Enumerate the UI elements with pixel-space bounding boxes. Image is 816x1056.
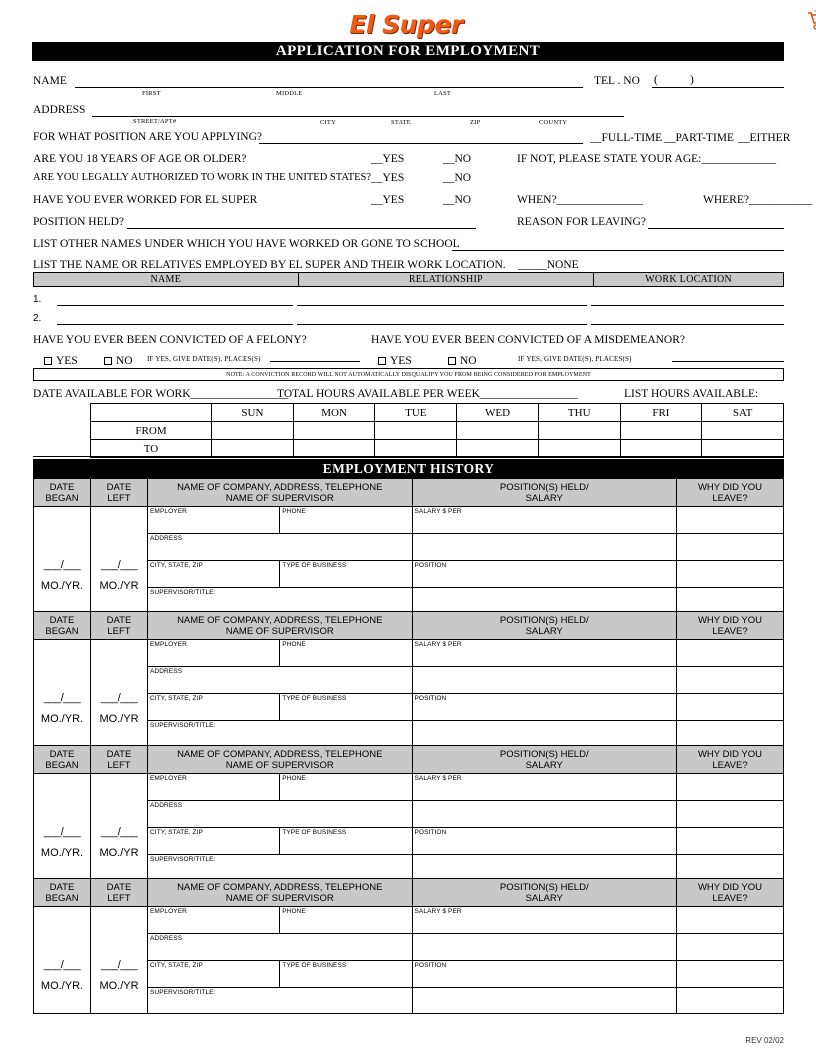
checkbox-icon[interactable] <box>44 357 52 365</box>
city-state-zip-cell[interactable] <box>148 694 280 721</box>
hours-from-thu[interactable] <box>538 422 620 440</box>
col-company-info: NAME OF COMPANY, ADDRESS, TELEPHONE NAME OF SUPERVISOR <box>148 879 413 907</box>
date-began-moyr: MO./YR. <box>40 580 84 592</box>
felony-no-checkbox[interactable] <box>104 351 133 369</box>
hours-from-fri[interactable] <box>620 422 702 440</box>
why-leave-cell-3[interactable] <box>677 561 784 588</box>
relatives-row-2-relationship-line[interactable] <box>297 324 587 325</box>
relatives-col-work-location: WORK LOCATION <box>594 273 784 287</box>
address-label: ADDRESS <box>150 802 183 809</box>
why-leave-cell-1[interactable] <box>677 507 784 534</box>
date-began-moyr: MO./YR. <box>40 847 84 859</box>
hours-from-row <box>91 422 784 440</box>
name-middle-sublabel: MIDDLE <box>276 90 303 97</box>
position-cell[interactable] <box>412 694 677 721</box>
where-label[interactable]: WHERE?___________ <box>703 194 813 206</box>
name-label: NAME <box>33 75 67 87</box>
col-date-began: DATE BEGAN <box>34 612 91 640</box>
date-began-cell[interactable] <box>34 507 91 614</box>
misdemeanor-question: HAVE YOU EVER BEEN CONVICTED OF A MISDEMEANOR? <box>371 334 686 346</box>
hours-corner-cell <box>91 404 212 422</box>
date-began-cell[interactable] <box>34 907 91 1014</box>
why-leave-cell-4[interactable] <box>677 588 784 614</box>
employer-label: EMPLOYER <box>150 641 187 648</box>
city-state-zip-cell[interactable] <box>148 828 280 855</box>
city-state-zip-label: CITY, STATE, ZIP <box>150 695 203 702</box>
address-city-sublabel: CITY <box>320 119 336 126</box>
col-position-salary: POSITION(S) HELD/ SALARY <box>412 746 677 774</box>
supervisor-title-cell[interactable] <box>148 588 413 614</box>
hours-day-thu: THU <box>538 404 620 422</box>
position-blank-cell[interactable] <box>412 588 677 614</box>
hours-availability-table <box>90 403 784 458</box>
address-cell[interactable] <box>148 534 413 561</box>
employment-history-title: EMPLOYMENT HISTORY <box>33 459 784 478</box>
name-first-sublabel: FIRST <box>142 90 161 97</box>
name-input-line[interactable] <box>75 87 583 88</box>
date-began-moyr: MO./YR. <box>40 980 84 992</box>
availability-bottom-rule <box>33 456 784 457</box>
why-leave-cell-3[interactable] <box>677 694 784 721</box>
salary-blank-cell[interactable] <box>412 534 677 561</box>
address-label: ADDRESS <box>150 935 183 942</box>
employment-row-1 <box>34 640 784 667</box>
col-why-leave: WHY DID YOU LEAVE? <box>677 879 784 907</box>
date-left-cell[interactable] <box>91 640 148 747</box>
relatives-table <box>33 272 784 287</box>
why-leave-cell-1[interactable] <box>677 640 784 667</box>
col-company-info: NAME OF COMPANY, ADDRESS, TELEPHONE NAME OF SUPERVISOR <box>148 612 413 640</box>
col-date-left: DATE LEFT <box>91 879 148 907</box>
date-left-cell[interactable] <box>91 507 148 614</box>
relatives-row-2-location-line[interactable] <box>591 324 784 325</box>
employment-block-2 <box>33 611 784 747</box>
relatives-row-2-name-line[interactable] <box>57 324 293 325</box>
col-company-info: NAME OF COMPANY, ADDRESS, TELEPHONE NAME OF SUPERVISOR <box>148 746 413 774</box>
felony-if-yes-label: IF YES, GIVE DATE(S), PLACES(S) <box>147 355 261 363</box>
hours-to-mon[interactable] <box>293 440 375 458</box>
type-of-business-label: TYPE OF BUSINESS <box>282 562 347 569</box>
employment-header-row <box>34 746 784 774</box>
city-state-zip-label: CITY, STATE, ZIP <box>150 562 203 569</box>
address-street-sublabel: STREET/APT# <box>133 118 177 125</box>
address-state-sublabel: STATE <box>391 119 411 126</box>
misdemeanor-details-line[interactable] <box>672 361 784 362</box>
position-label: POSITION <box>414 562 447 569</box>
why-leave-cell-4[interactable] <box>677 855 784 881</box>
employment-header-row <box>34 879 784 907</box>
legal-authorization-question: ARE YOU LEGALLY AUTHORIZED TO WORK IN THE UNITED STATES? <box>33 172 372 183</box>
position-label: POSITION <box>414 962 447 969</box>
type-of-business-cell[interactable] <box>280 961 412 988</box>
employer-cell[interactable] <box>148 640 280 667</box>
misdemeanor-if-yes-label: IF YES, GIVE DATE(S), PLACES(S) <box>518 355 632 363</box>
city-state-zip-cell[interactable] <box>148 561 280 588</box>
type-of-business-label: TYPE OF BUSINESS <box>282 829 347 836</box>
date-began-cell[interactable] <box>34 640 91 747</box>
why-leave-cell-2[interactable] <box>677 667 784 694</box>
tel-paren-close: ) <box>690 74 694 86</box>
relatives-label: LIST THE NAME OR RELATIVES EMPLOYED BY EL SUPER AND THEIR WORK LOCATION. <box>33 259 506 271</box>
hours-to-sat[interactable] <box>702 440 784 458</box>
date-left-slash: ___/___ <box>100 692 138 704</box>
date-began-slash: ___/___ <box>43 692 81 704</box>
checkbox-icon[interactable] <box>378 357 386 365</box>
salary-blank-cell[interactable] <box>412 934 677 961</box>
date-left-cell[interactable] <box>91 907 148 1014</box>
date-left-slash: ___/___ <box>100 559 138 571</box>
salary-label: SALARY $ PER <box>414 775 462 782</box>
why-leave-cell-3[interactable] <box>677 828 784 855</box>
employer-label: EMPLOYER <box>150 908 187 915</box>
phone-cell[interactable] <box>280 774 412 801</box>
hours-from-wed[interactable] <box>457 422 539 440</box>
hours-day-sun: SUN <box>212 404 294 422</box>
employer-cell[interactable] <box>148 774 280 801</box>
conviction-note-box <box>33 368 784 381</box>
city-state-zip-cell[interactable] <box>148 961 280 988</box>
age-18-no[interactable]: __NO <box>443 153 472 165</box>
date-began-slash: ___/___ <box>43 959 81 971</box>
felony-question: HAVE YOU EVER BEEN CONVICTED OF A FELONY? <box>33 334 307 346</box>
hours-to-sun[interactable] <box>212 440 294 458</box>
phone-label: PHONE <box>282 641 306 648</box>
reason-for-leaving-line[interactable] <box>648 228 784 229</box>
tel-area-code-line[interactable] <box>652 87 700 88</box>
phone-label: PHONE <box>282 508 306 515</box>
misdemeanor-no-label: NO <box>460 355 477 367</box>
checkbox-icon[interactable] <box>104 357 112 365</box>
supervisor-title-label: SUPERVISOR/TITLE: <box>150 989 216 996</box>
relatives-col-relationship: RELATIONSHIP <box>298 273 594 287</box>
tel-number-line[interactable] <box>700 87 784 88</box>
col-date-began: DATE BEGAN <box>34 746 91 774</box>
col-date-left: DATE LEFT <box>91 746 148 774</box>
date-left-moyr: MO./YR <box>99 713 139 725</box>
employment-row-1 <box>34 507 784 534</box>
col-date-left: DATE LEFT <box>91 612 148 640</box>
checkbox-icon[interactable] <box>448 357 456 365</box>
why-leave-cell-4[interactable] <box>677 721 784 747</box>
position-label: POSITION <box>414 829 447 836</box>
hours-day-fri: FRI <box>620 404 702 422</box>
salary-cell[interactable] <box>412 507 677 534</box>
either-option[interactable]: __EITHER <box>738 132 791 144</box>
why-leave-cell-1[interactable] <box>677 907 784 934</box>
type-of-business-cell[interactable] <box>280 694 412 721</box>
hours-to-fri[interactable] <box>620 440 702 458</box>
date-began-slash: ___/___ <box>43 559 81 571</box>
when-label[interactable]: WHEN?_______________ <box>517 194 643 206</box>
other-names-label: LIST OTHER NAMES UNDER WHICH YOU HAVE WORKED OR GONE TO SCHOOL <box>33 238 460 250</box>
date-left-moyr: MO./YR <box>99 847 139 859</box>
type-of-business-cell[interactable] <box>280 828 412 855</box>
type-of-business-cell[interactable] <box>280 561 412 588</box>
revision-label: REV 02/02 <box>745 1036 784 1045</box>
page-title: APPLICATION FOR EMPLOYMENT <box>32 42 784 61</box>
relatives-table-header-row <box>34 273 784 287</box>
address-county-sublabel: COUNTY <box>539 119 568 126</box>
employment-row-1 <box>34 774 784 801</box>
conviction-note-text: NOTE: A CONVICTION RECORD WILL NOT AUTOMATICALLY DISQUALIFY YOU FROM BEING CONSIDERED FOR EMPLOYMENT <box>226 371 591 378</box>
shopping-cart-icon <box>806 10 816 30</box>
why-leave-cell-1[interactable] <box>677 774 784 801</box>
why-leave-cell-2[interactable] <box>677 534 784 561</box>
col-why-leave: WHY DID YOU LEAVE? <box>677 612 784 640</box>
brand-logo <box>0 4 816 44</box>
hours-day-wed: WED <box>457 404 539 422</box>
felony-no-label: NO <box>116 355 133 367</box>
employer-label: EMPLOYER <box>150 775 187 782</box>
address-zip-sublabel: ZIP <box>470 119 481 126</box>
col-position-salary: POSITION(S) HELD/ SALARY <box>412 879 677 907</box>
hours-day-sat: SAT <box>702 404 784 422</box>
relatives-row-1-location-line[interactable] <box>591 305 784 306</box>
logo-text: El Super <box>349 9 463 39</box>
position-blank-cell[interactable] <box>412 721 677 747</box>
hours-from-sat[interactable] <box>702 422 784 440</box>
col-date-began: DATE BEGAN <box>34 479 91 507</box>
type-of-business-label: TYPE OF BUSINESS <box>282 695 347 702</box>
salary-cell[interactable] <box>412 774 677 801</box>
hours-to-row <box>91 440 784 458</box>
relatives-col-name: NAME <box>34 273 299 287</box>
hours-from-tue[interactable] <box>375 422 457 440</box>
col-position-salary: POSITION(S) HELD/ SALARY <box>412 479 677 507</box>
employer-cell[interactable] <box>148 907 280 934</box>
misdemeanor-yes-checkbox[interactable] <box>378 351 412 369</box>
position-label: POSITION <box>414 695 447 702</box>
why-leave-cell-2[interactable] <box>677 801 784 828</box>
address-label: ADDRESS <box>33 104 86 116</box>
legal-no[interactable]: __NO <box>443 172 472 184</box>
position-held-line[interactable] <box>127 228 476 229</box>
tel-label: TEL . NO <box>594 75 640 87</box>
misdemeanor-no-checkbox[interactable] <box>448 351 477 369</box>
salary-blank-cell[interactable] <box>412 667 677 694</box>
hours-table-header-row <box>91 404 784 422</box>
city-state-zip-label: CITY, STATE, ZIP <box>150 962 203 969</box>
phone-label: PHONE <box>282 908 306 915</box>
hours-from-sun[interactable] <box>212 422 294 440</box>
hours-from-label: FROM <box>91 422 212 440</box>
employment-block-1 <box>33 478 784 614</box>
relatives-row-1-name-line[interactable] <box>57 305 293 306</box>
address-cell[interactable] <box>148 934 413 961</box>
hours-to-wed[interactable] <box>457 440 539 458</box>
full-time-option[interactable]: __FULL-TIME <box>590 132 663 144</box>
position-blank-cell[interactable] <box>412 988 677 1014</box>
reason-for-leaving-label: REASON FOR LEAVING? <box>517 216 646 228</box>
position-blank-cell[interactable] <box>412 855 677 881</box>
date-began-cell[interactable] <box>34 774 91 881</box>
salary-cell[interactable] <box>412 907 677 934</box>
name-last-sublabel: LAST <box>434 90 452 97</box>
date-available-label[interactable]: DATE AVAILABLE FOR WORK_________________ <box>33 388 289 400</box>
address-label: ADDRESS <box>150 668 183 675</box>
position-cell[interactable] <box>412 561 677 588</box>
col-date-left: DATE LEFT <box>91 479 148 507</box>
employer-cell[interactable] <box>148 507 280 534</box>
part-time-option[interactable]: __PART-TIME <box>664 132 735 144</box>
date-left-slash: ___/___ <box>100 826 138 838</box>
supervisor-title-cell[interactable] <box>148 855 413 881</box>
col-why-leave: WHY DID YOU LEAVE? <box>677 479 784 507</box>
supervisor-title-label: SUPERVISOR/TITLE: <box>150 589 216 596</box>
col-company-info: NAME OF COMPANY, ADDRESS, TELEPHONE NAME OF SUPERVISOR <box>148 479 413 507</box>
salary-label: SALARY $ PER <box>414 908 462 915</box>
employment-block-3 <box>33 745 784 881</box>
relatives-row-1-number: 1. <box>33 294 42 305</box>
date-began-moyr: MO./YR. <box>40 713 84 725</box>
date-left-moyr: MO./YR <box>99 980 139 992</box>
felony-details-line[interactable] <box>270 361 360 362</box>
employment-block-4 <box>33 878 784 1014</box>
why-leave-cell-2[interactable] <box>677 934 784 961</box>
supervisor-title-label: SUPERVISOR/TITLE: <box>150 856 216 863</box>
list-hours-label: LIST HOURS AVAILABLE: <box>624 388 759 400</box>
address-label: ADDRESS <box>150 535 183 542</box>
hours-to-label: TO <box>91 440 212 458</box>
hours-to-tue[interactable] <box>375 440 457 458</box>
phone-cell[interactable] <box>280 907 412 934</box>
felony-yes-checkbox[interactable] <box>44 351 78 369</box>
hours-day-tue: TUE <box>375 404 457 422</box>
why-leave-cell-4[interactable] <box>677 988 784 1014</box>
position-applying-line[interactable] <box>259 143 583 144</box>
date-left-moyr: MO./YR <box>99 580 139 592</box>
employment-row-1 <box>34 907 784 934</box>
type-of-business-label: TYPE OF BUSINESS <box>282 962 347 969</box>
supervisor-title-cell[interactable] <box>148 988 413 1014</box>
employer-label: EMPLOYER <box>150 508 187 515</box>
phone-cell[interactable] <box>280 640 412 667</box>
age-18-question: ARE YOU 18 YEARS OF AGE OR OLDER? <box>33 153 247 165</box>
col-why-leave: WHY DID YOU LEAVE? <box>677 746 784 774</box>
address-cell[interactable] <box>148 801 413 828</box>
salary-label: SALARY $ PER <box>414 641 462 648</box>
city-state-zip-label: CITY, STATE, ZIP <box>150 829 203 836</box>
hours-to-thu[interactable] <box>538 440 620 458</box>
why-leave-cell-3[interactable] <box>677 961 784 988</box>
date-left-cell[interactable] <box>91 774 148 881</box>
worked-before-question: HAVE YOU EVER WORKED FOR EL SUPER <box>33 194 258 206</box>
relatives-row-2-number: 2. <box>33 313 42 324</box>
misdemeanor-yes-label: YES <box>390 355 412 367</box>
hours-day-mon: MON <box>293 404 375 422</box>
salary-cell[interactable] <box>412 640 677 667</box>
supervisor-title-cell[interactable] <box>148 721 413 747</box>
position-applying-label: FOR WHAT POSITION ARE YOU APPLYING? <box>33 131 262 143</box>
salary-blank-cell[interactable] <box>412 801 677 828</box>
position-cell[interactable] <box>412 961 677 988</box>
salary-label: SALARY $ PER <box>414 508 462 515</box>
date-began-slash: ___/___ <box>43 826 81 838</box>
position-held-label: POSITION HELD? <box>33 216 125 228</box>
position-cell[interactable] <box>412 828 677 855</box>
other-names-line[interactable] <box>452 250 784 251</box>
relatives-row-1-relationship-line[interactable] <box>297 305 587 306</box>
age-18-yes[interactable]: __YES <box>371 153 405 165</box>
address-cell[interactable] <box>148 667 413 694</box>
felony-yes-label: YES <box>56 355 78 367</box>
worked-before-yes[interactable]: __YES <box>371 194 405 206</box>
legal-yes[interactable]: __YES <box>371 172 405 184</box>
supervisor-title-label: SUPERVISOR/TITLE: <box>150 722 216 729</box>
employment-header-row <box>34 612 784 640</box>
relatives-none-option[interactable]: _____NONE <box>518 259 579 271</box>
phone-cell[interactable] <box>280 507 412 534</box>
date-left-slash: ___/___ <box>100 959 138 971</box>
worked-before-no[interactable]: __NO <box>443 194 472 206</box>
col-position-salary: POSITION(S) HELD/ SALARY <box>412 612 677 640</box>
phone-label: PHONE <box>282 775 306 782</box>
total-hours-label[interactable]: TOTAL HOURS AVAILABLE PER WEEK_________________ <box>277 388 578 400</box>
employment-header-row <box>34 479 784 507</box>
tel-paren-open: ( <box>654 74 658 86</box>
col-date-began: DATE BEGAN <box>34 879 91 907</box>
address-input-line[interactable] <box>92 116 624 117</box>
hours-from-mon[interactable] <box>293 422 375 440</box>
state-your-age-label[interactable]: IF NOT, PLEASE STATE YOUR AGE:_____________ <box>517 153 777 165</box>
